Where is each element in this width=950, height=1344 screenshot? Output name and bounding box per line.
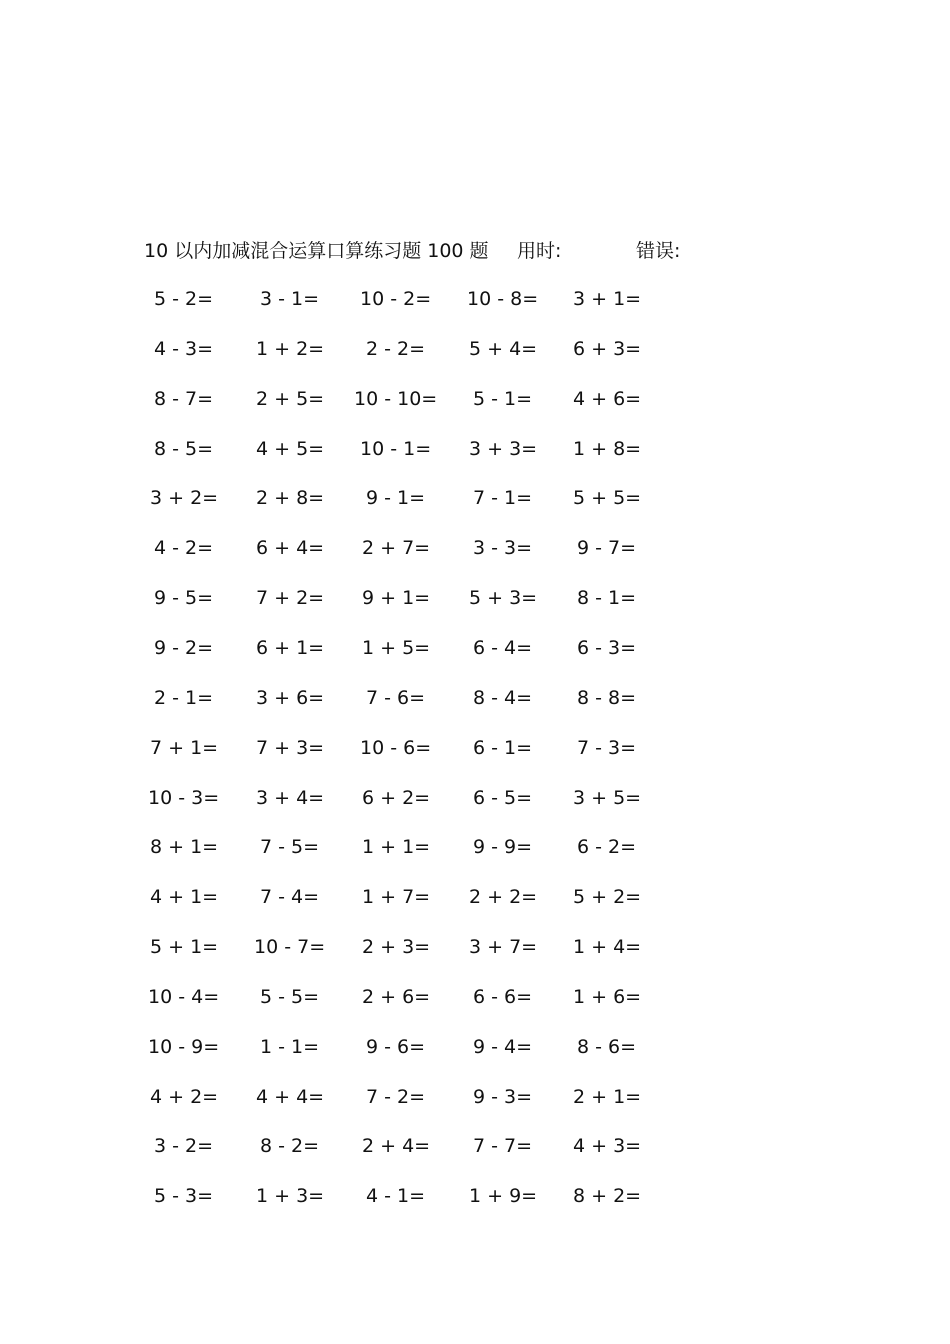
problem-row	[0, 385, 950, 413]
problem-item: 1 + 3=	[256, 1185, 325, 1207]
problem-item: 8 - 2=	[260, 1135, 320, 1157]
problem-item: 9 - 7=	[577, 537, 637, 559]
problem-item: 9 - 3=	[473, 1086, 533, 1108]
problem-item: 7 + 1=	[150, 737, 219, 759]
problem-row	[0, 435, 950, 463]
problem-row	[0, 734, 950, 762]
problem-item: 7 - 6=	[366, 687, 426, 709]
problem-item: 6 - 5=	[473, 787, 533, 809]
problem-item: 2 + 3=	[362, 936, 431, 958]
problem-item: 1 + 4=	[573, 936, 642, 958]
problem-item: 2 + 1=	[573, 1086, 642, 1108]
problem-row	[0, 584, 950, 612]
problem-item: 3 - 3=	[473, 537, 533, 559]
problem-item: 8 - 7=	[154, 388, 214, 410]
problem-item: 6 + 1=	[256, 637, 325, 659]
problem-item: 10 - 6=	[360, 737, 432, 759]
problem-item: 2 - 1=	[154, 687, 214, 709]
problem-item: 5 - 2=	[154, 288, 214, 310]
problem-item: 7 + 3=	[256, 737, 325, 759]
problem-item: 5 + 3=	[469, 587, 538, 609]
problem-item: 3 + 6=	[256, 687, 325, 709]
problem-item: 6 - 6=	[473, 986, 533, 1008]
problem-item: 1 + 7=	[362, 886, 431, 908]
problem-item: 5 + 5=	[573, 487, 642, 509]
problem-item: 3 + 2=	[150, 487, 219, 509]
problem-item: 5 - 1=	[473, 388, 533, 410]
problem-item: 2 + 4=	[362, 1135, 431, 1157]
problem-item: 2 + 8=	[256, 487, 325, 509]
problem-row	[0, 833, 950, 861]
problem-row	[0, 285, 950, 313]
problem-item: 7 - 2=	[366, 1086, 426, 1108]
problem-item: 6 - 3=	[577, 637, 637, 659]
problem-item: 5 + 1=	[150, 936, 219, 958]
problem-item: 3 + 5=	[573, 787, 642, 809]
problem-item: 4 - 3=	[154, 338, 214, 360]
problem-item: 10 - 8=	[467, 288, 539, 310]
problem-item: 6 - 2=	[577, 836, 637, 858]
problem-item: 2 - 2=	[366, 338, 426, 360]
problem-item: 1 + 8=	[573, 438, 642, 460]
problem-item: 8 - 5=	[154, 438, 214, 460]
problem-item: 4 - 1=	[366, 1185, 426, 1207]
problem-item: 7 + 2=	[256, 587, 325, 609]
problem-item: 7 - 3=	[577, 737, 637, 759]
problem-row	[0, 883, 950, 911]
problem-item: 3 - 2=	[154, 1135, 214, 1157]
problem-item: 8 + 1=	[150, 836, 219, 858]
problem-item: 10 - 1=	[360, 438, 432, 460]
problem-row	[0, 784, 950, 812]
problem-item: 1 + 5=	[362, 637, 431, 659]
problem-item: 3 + 3=	[469, 438, 538, 460]
problem-item: 10 - 3=	[148, 787, 220, 809]
problem-item: 10 - 10=	[354, 388, 438, 410]
problem-item: 10 - 9=	[148, 1036, 220, 1058]
problem-item: 5 - 3=	[154, 1185, 214, 1207]
problem-item: 9 - 6=	[366, 1036, 426, 1058]
problem-item: 8 + 2=	[573, 1185, 642, 1207]
problem-item: 10 - 2=	[360, 288, 432, 310]
problem-item: 4 + 2=	[150, 1086, 219, 1108]
problem-row	[0, 484, 950, 512]
problem-item: 2 + 7=	[362, 537, 431, 559]
problem-item: 6 - 1=	[473, 737, 533, 759]
problem-row	[0, 1132, 950, 1160]
problem-item: 6 + 3=	[573, 338, 642, 360]
problem-row	[0, 933, 950, 961]
problem-row	[0, 634, 950, 662]
problem-item: 9 - 9=	[473, 836, 533, 858]
problem-item: 7 - 5=	[260, 836, 320, 858]
problem-item: 9 - 5=	[154, 587, 214, 609]
problem-row	[0, 1033, 950, 1061]
problem-item: 1 + 1=	[362, 836, 431, 858]
time-used-label: 用时:	[517, 240, 562, 262]
problem-item: 4 + 1=	[150, 886, 219, 908]
problem-item: 9 + 1=	[362, 587, 431, 609]
problem-item: 1 - 1=	[260, 1036, 320, 1058]
problem-item: 4 - 2=	[154, 537, 214, 559]
worksheet-title: 10 以内加减混合运算口算练习题 100 题	[144, 240, 489, 262]
problem-item: 4 + 4=	[256, 1086, 325, 1108]
problem-item: 6 + 2=	[362, 787, 431, 809]
problem-item: 6 + 4=	[256, 537, 325, 559]
problem-item: 8 - 6=	[577, 1036, 637, 1058]
problem-item: 3 + 7=	[469, 936, 538, 958]
problem-item: 8 - 8=	[577, 687, 637, 709]
problem-item: 1 + 2=	[256, 338, 325, 360]
problem-item: 4 + 3=	[573, 1135, 642, 1157]
errors-label: 错误:	[636, 240, 681, 262]
problem-item: 1 + 6=	[573, 986, 642, 1008]
problem-row	[0, 983, 950, 1011]
problem-item: 7 - 4=	[260, 886, 320, 908]
problem-item: 8 - 1=	[577, 587, 637, 609]
problem-item: 3 - 1=	[260, 288, 320, 310]
problem-row	[0, 1182, 950, 1210]
problem-item: 10 - 4=	[148, 986, 220, 1008]
problem-item: 5 - 5=	[260, 986, 320, 1008]
problem-item: 1 + 9=	[469, 1185, 538, 1207]
problem-row	[0, 534, 950, 562]
problem-item: 9 - 4=	[473, 1036, 533, 1058]
problem-item: 2 + 6=	[362, 986, 431, 1008]
problem-item: 2 + 5=	[256, 388, 325, 410]
problem-item: 2 + 2=	[469, 886, 538, 908]
problem-row	[0, 684, 950, 712]
problem-item: 3 + 4=	[256, 787, 325, 809]
problem-row	[0, 335, 950, 363]
problem-item: 7 - 7=	[473, 1135, 533, 1157]
problem-item: 4 + 5=	[256, 438, 325, 460]
problem-item: 4 + 6=	[573, 388, 642, 410]
problem-item: 9 - 2=	[154, 637, 214, 659]
problem-item: 8 - 4=	[473, 687, 533, 709]
problem-item: 5 + 4=	[469, 338, 538, 360]
problem-item: 6 - 4=	[473, 637, 533, 659]
problem-item: 10 - 7=	[254, 936, 326, 958]
problem-item: 7 - 1=	[473, 487, 533, 509]
problem-row	[0, 1083, 950, 1111]
problem-item: 3 + 1=	[573, 288, 642, 310]
problem-item: 9 - 1=	[366, 487, 426, 509]
problem-item: 5 + 2=	[573, 886, 642, 908]
